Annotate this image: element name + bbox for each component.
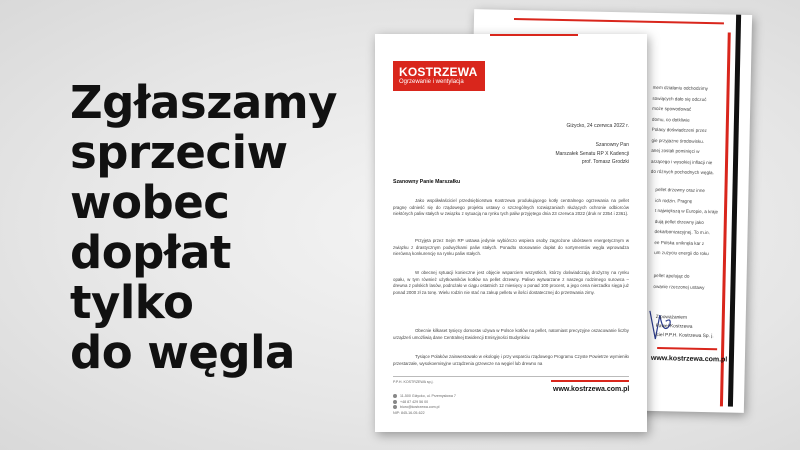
paragraph-5: Tysiące Polaków zainwestowało w ekologię i przy wsparciu rządowego Programu Czyste Powietrze wymieniło przestarzałe, wysokoemisyjne urządzenia grzewcze na węgiel lub drewno na: [393, 354, 629, 366]
back-website: www.kostrzewa.com.pl: [650, 354, 728, 364]
salutation: Szanowny Panie Marszałku: [393, 179, 461, 185]
top-red-stripe: [514, 18, 724, 24]
closing-block: Z poważaniem Paweł Kostrzewa iciel P.P.H. Kostrzewa Sp. j.: [655, 315, 714, 340]
letter-date: Giżycko, 24 czerwca 2022 r.: [566, 123, 629, 129]
footer-red-stripe: [551, 380, 629, 382]
footer-divider: [393, 376, 629, 377]
headline-line: do węgla: [70, 326, 295, 379]
email-icon: [393, 405, 397, 409]
letter-page-front: [375, 34, 647, 432]
contact-phone: +48 87 429 56 00: [393, 400, 456, 406]
paragraph-4: Obecnie kilkaset tysięcy domostw używa w Polsce kotłów na pellet, natomiast precyzyjne oszacowanie liczby urządzeń umożliwią dane Centralnej Ewidencji Emisyjności Budynków.: [393, 328, 629, 340]
location-icon: [393, 394, 397, 398]
company-footer: P.P.H. KOSTRZEWA sp.j.: [393, 380, 434, 384]
back-text-block-top: mem działaniu odchodzimy sowiących dało się odczuć może spowodować domu, co dotkliwie Polacy doświadczeni przez gie przyjazne środowisku. anej zostali pominięci w arzącego i wysokiej inflacji nie do różnych pochodnych węgla.: [650, 84, 714, 176]
front-website: www.kostrzewa.com.pl: [553, 386, 630, 393]
back-text-block-mid: pellet drzewny oraz inne ich rodzin. Pragnę t największą w Europie, a kraje dują pellet drzewny jako dekarbonizacyjnej. To m.in. ee Polska uniknęła kar z um zużyciu energii do roku: [654, 186, 719, 257]
back-text-block-low: pellet apelując do owanie rzeczonej ustawy: [653, 272, 705, 290]
contact-email: biuro@kostrzewa.com.pl: [393, 405, 456, 411]
headline-line: wobec: [70, 176, 230, 229]
headline-line: tylko: [70, 276, 194, 329]
headline-line: Zgłaszamy: [70, 76, 337, 129]
top-red-stripe: [490, 34, 578, 36]
logo-tagline: Ogrzewanie i wentylacja: [399, 79, 464, 85]
kostrzewa-logo: [393, 61, 485, 91]
headline: [70, 78, 360, 378]
paragraph-1: Jako współwłaściciel przedsiębiorstwa Kostrzewa produkującego kotły centralnego ogrzewania na pellet pragnę odnieść się do rządowego projektu ustawy o szczególnych rozwiązaniach służących ochronie odbiorców niektórych paliw stałych w związku z sytuacją na rynku tych paliw przyjętego dnia 23 czerwca 2022 (druk nr 2354 i 2361).: [393, 198, 629, 217]
back-footer-red-stripe: [657, 347, 717, 350]
phone-icon: [393, 400, 397, 404]
headline-line: dopłat: [70, 226, 231, 279]
contact-list: [393, 394, 456, 416]
contact-nip: NIP: 845-16-05-622: [393, 410, 425, 415]
logo-brand: KOSTRZEWA: [399, 65, 478, 79]
paragraph-3: W obecnej sytuacji konieczne jest objęcie wsparciem wszystkich, którzy doświadczają drożyzny na rynku opału, w tym również użytkowników kotłów na pellet drzewny. Paliwo wytwarzane z naszego rodzimego surowca – drewna z polskich lasów, podrożało w ciągu ostatnich 12 miesięcy o ponad 100 procent, a jego cena nierzadko sięga już ponad 2000 zł za tonę. Wielu rodzin nie stać na zakup pelletu w ilości dostatecznej do przetrwania zimy.: [393, 270, 629, 295]
recipient-block: Szanowny Pan Marszałek Senatu RP X Kadencji prof. Tomasz Grodzki: [555, 142, 629, 165]
headline-line: sprzeciw: [70, 126, 288, 179]
contact-address: 11-500 Giżycko, ul. Przemysłowa 7: [393, 394, 456, 400]
paragraph-2: Przyjęta przez Sejm RP ustawa jedynie wybiórczo wspiera osoby zagrożone ubóstwem energetycznym w związku z drastycznym podwyżkami paliw stałych. Ponadto stosowanie dopłat do sortymentów węgla wprowadza nierówną konkurencję na rynku paliw stałych.: [393, 238, 629, 257]
